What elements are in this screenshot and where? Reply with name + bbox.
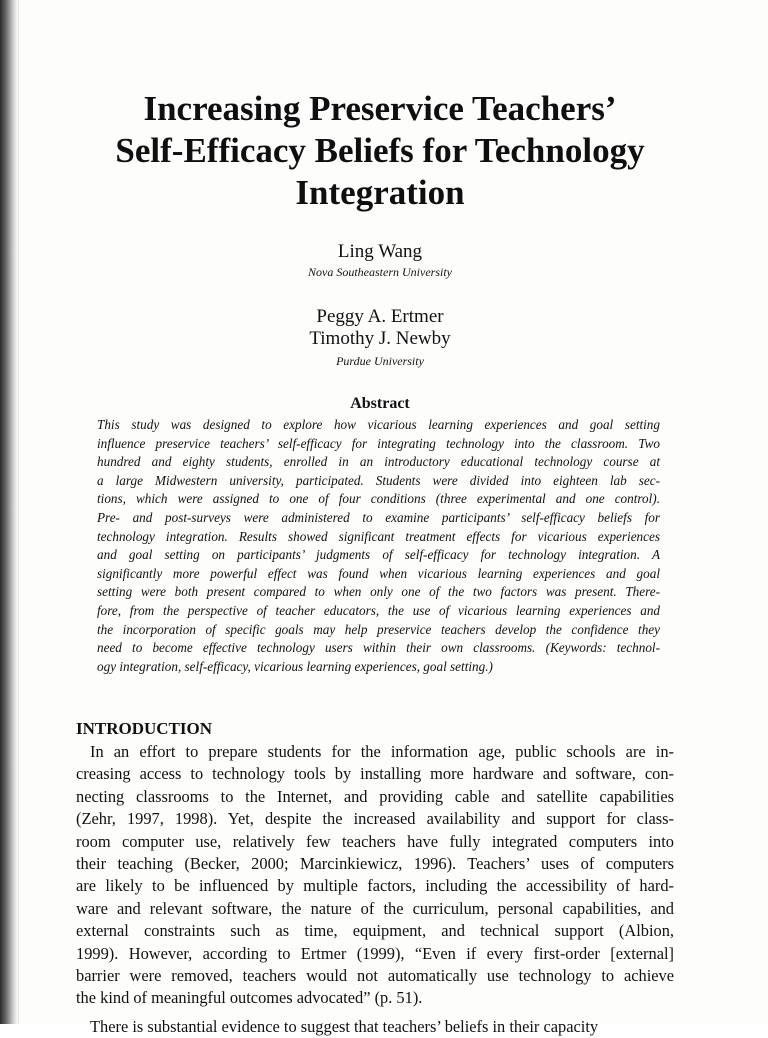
author-name: Peggy A. Ertmer [316, 306, 444, 327]
body-line-clipped: There is substantial evidence to suggest that teachers’ beliefs in their capacity [90, 1017, 599, 1036]
abstract-line: significantly more powerful effect was found when vicarious learning experiences and goal [97, 565, 660, 581]
abstract-line: and goal setting on participants’ judgments of self-efficacy for technology integration. A [97, 547, 660, 563]
abstract-line: need to become effective technology users within their own classrooms. (Keywords: technol- [97, 640, 660, 656]
abstract-line: fore, from the perspective of teacher educators, the use of vicarious learning experiences and [97, 602, 660, 618]
author-name: Timothy J. Newby [309, 328, 451, 349]
abstract-line: technology integration. Results showed significant treatment effects for vicarious experiences [97, 528, 660, 544]
abstract-text [97, 416, 660, 676]
body-line: the kind of meaningful outcomes advocated” (p. 51). [76, 988, 423, 1008]
page-edge-line [18, 0, 19, 1024]
article-title [70, 88, 690, 214]
title-line: Self-Efficacy Beliefs for Technology [115, 131, 645, 170]
clipped-next-paragraph [76, 1016, 674, 1036]
body-line: In an effort to prepare students for the information age, public schools are in- [90, 742, 674, 761]
abstract-line: tions, which were assigned to one of four conditions (three experimental and one control). [97, 491, 660, 507]
author-affiliation: Purdue University [336, 354, 424, 368]
introduction-paragraph [76, 741, 674, 1010]
abstract-line: influence preservice teachers’ self-efficacy for integrating technology into the classroom. Two [97, 435, 660, 451]
author-name: Ling Wang [337, 241, 423, 262]
body-line: are likely to be influenced by multiple factors, including the accessibility of hard- [76, 876, 674, 896]
abstract-line: This study was designed to explore how vicarious learning experiences and goal setting [97, 417, 660, 432]
title-line: Integration [295, 173, 465, 212]
abstract-heading: Abstract [350, 395, 410, 412]
body-line: creasing access to technology tools by installing more hardware and software, con- [76, 764, 674, 784]
body-line: necting classrooms to the Internet, and providing cable and satellite capabilities [76, 786, 674, 806]
body-line: (Zehr, 1997, 1998). Yet, despite the increased availability and support for class- [76, 809, 674, 829]
body-line: room computer use, relatively few teachers have fully integrated computers into [76, 831, 674, 851]
author-affiliation: Nova Southeastern University [308, 265, 452, 279]
body-line: 1999). However, according to Ertmer (1999), “Even if every first-order [external] [76, 943, 674, 963]
abstract-line: the incorporation of specific goals may help preservice teachers develop the confidence they [97, 621, 660, 637]
abstract-line: a large Midwestern university, participated. Students were divided into eighteen lab sec- [97, 472, 660, 488]
abstract-line: setting were both present compared to when only one of the two factors was present. There- [97, 584, 660, 600]
page-scan-edge [0, 0, 18, 1024]
body-line: barrier were removed, teachers would not automatically use technology to achieve [76, 966, 674, 986]
abstract-line: ogy integration, self-efficacy, vicarious learning experiences, goal setting.) [97, 658, 493, 674]
body-line: their teaching (Becker, 2000; Marcinkiewicz, 1996). Teachers’ uses of computers [76, 854, 674, 874]
body-line: ware and relevant software, the nature of the curriculum, personal capabilities, and [76, 898, 674, 918]
title-line: Increasing Preservice Teachers’ [143, 89, 617, 128]
body-line: external constraints such as time, equipment, and technical support (Albion, [76, 921, 674, 941]
introduction-heading: INTRODUCTION [76, 719, 213, 738]
abstract-line: hundred and eighty students, enrolled in an introductory educational technology course at [97, 454, 660, 470]
abstract-line: Pre- and post-surveys were administered to examine participants’ self-efficacy beliefs for [97, 509, 660, 525]
